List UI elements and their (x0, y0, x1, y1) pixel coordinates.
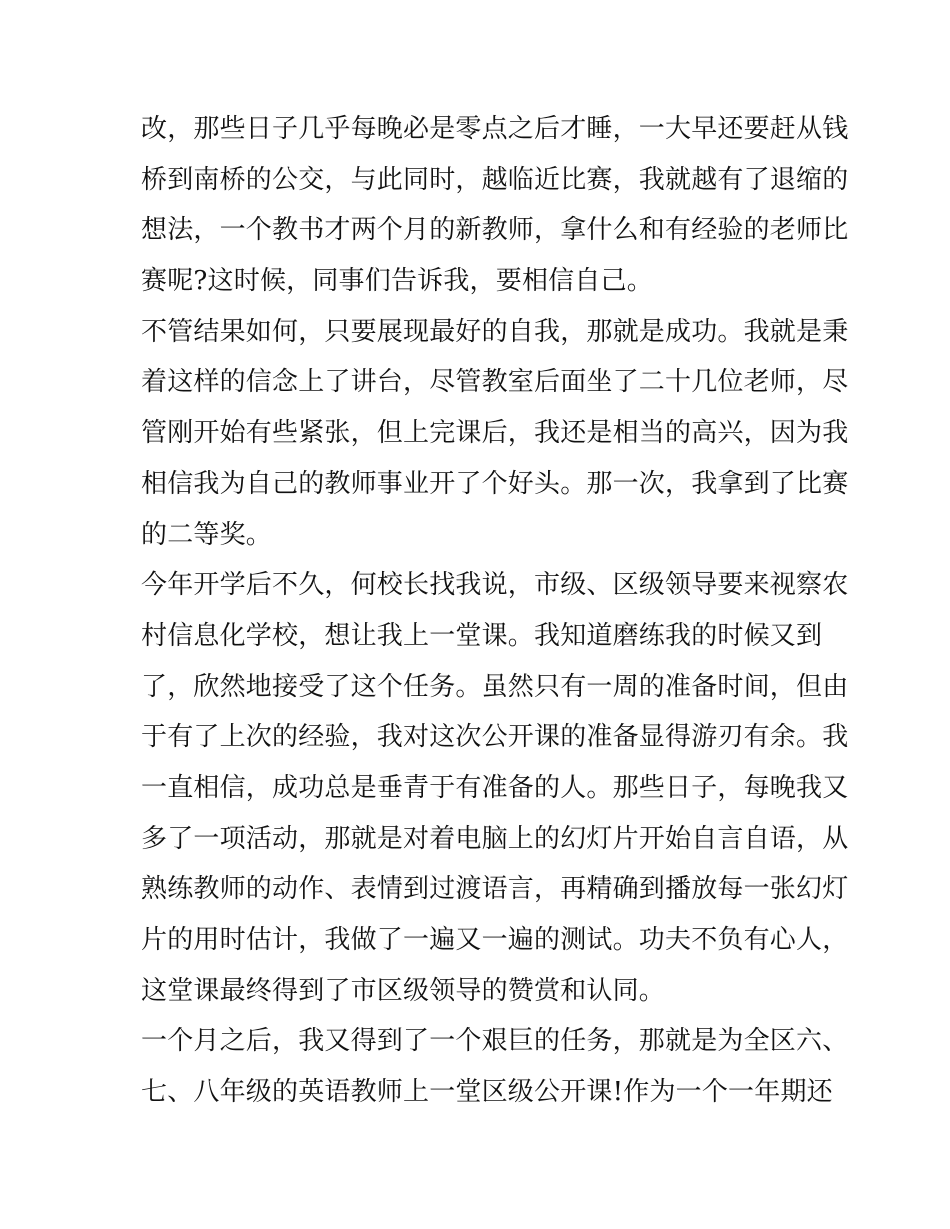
text-line: 相信我为自己的教师事业开了个好头。那一次，我拿到了比赛 (141, 468, 849, 499)
text-line: 于有了上次的经验，我对这次公开课的准备显得游刃有余。我 (141, 722, 849, 753)
text-line: 一直相信，成功总是垂青于有准备的人。那些日子，每晚我又 (141, 772, 849, 803)
text-line: 管刚开始有些紧张，但上完课后，我还是相当的高兴，因为我 (141, 418, 849, 449)
text-line: 熟练教师的动作、表情到过渡语言，再精确到播放每一张幻灯 (141, 874, 849, 905)
text-line: 了，欣然地接受了这个任务。虽然只有一周的准备时间，但由 (141, 671, 849, 702)
body-text (141, 104, 849, 1118)
text-line: 桥到南桥的公交，与此同时，越临近比赛，我就越有了退缩的 (141, 164, 849, 195)
text-line: 今年开学后不久，何校长找我说，市级、区级领导要来视察农 (141, 570, 849, 601)
text-line: 一个月之后，我又得到了一个艰巨的任务，那就是为全区六、 (141, 1026, 849, 1057)
text-line: 七、八年级的英语教师上一堂区级公开课!作为一个一年期还 (141, 1077, 833, 1108)
text-line: 这堂课最终得到了市区级领导的赞赏和认同。 (141, 975, 666, 1006)
text-line: 多了一项活动，那就是对着电脑上的幻灯片开始自言自语，从 (141, 823, 849, 854)
text-line: 想法，一个教书才两个月的新教师，拿什么和有经验的老师比 (141, 215, 849, 246)
text-line: 赛呢?这时候，同事们告诉我，要相信自己。 (141, 266, 653, 297)
text-line: 的二等奖。 (141, 519, 273, 550)
text-line: 着这样的信念上了讲台，尽管教室后面坐了二十几位老师，尽 (141, 367, 849, 398)
text-line: 村信息化学校，想让我上一堂课。我知道磨练我的时候又到 (141, 620, 823, 651)
text-line: 不管结果如何，只要展现最好的自我，那就是成功。我就是秉 (141, 316, 849, 347)
text-line: 改，那些日子几乎每晚必是零点之后才睡，一大早还要赶从钱 (141, 114, 849, 144)
text-line: 片的用时估计，我做了一遍又一遍的测试。功夫不负有心人， (141, 925, 849, 955)
